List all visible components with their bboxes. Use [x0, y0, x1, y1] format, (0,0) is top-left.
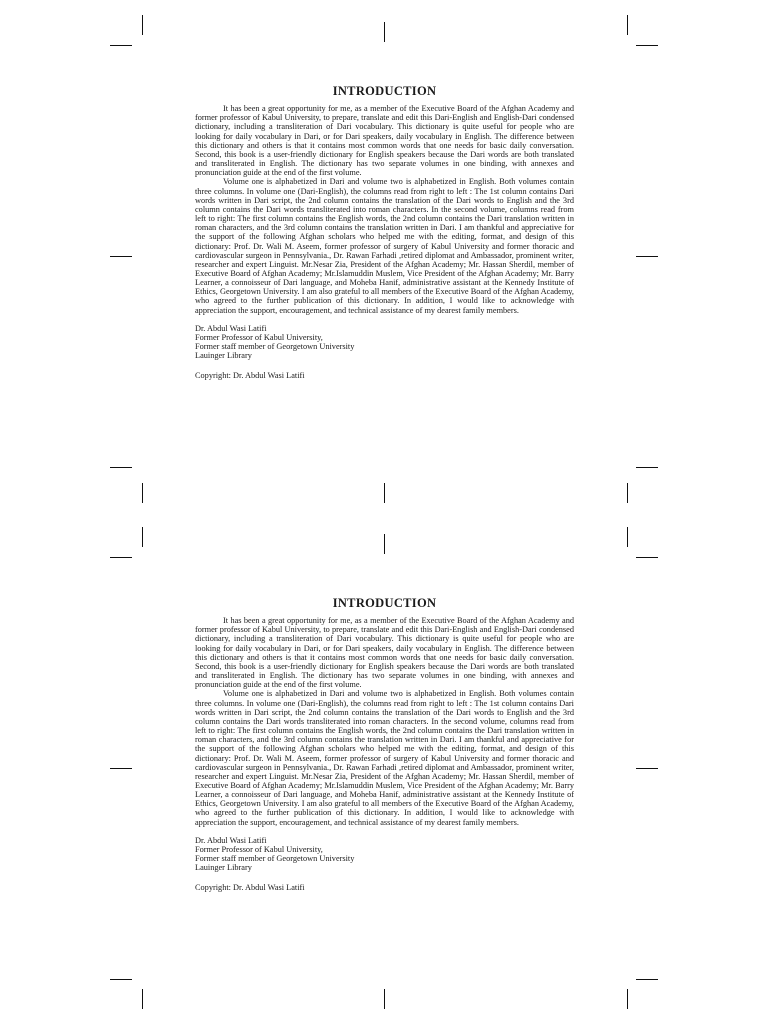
- paragraph: Volume one is alphabetized in Dari and volume two is alphabetized in English. Both volumes contain three columns. In volume one (Dari-English), the columns read from right to left : The 1st column contains Dari words written in Dari script, the 2nd column contains the translation of the Dari words to English and the 3rd column contains the Dari words transliterated into roman characters. In the second volume, columns read from left to right: The first column contains the English words, the 2nd column contains the Dari translation written in roman characters, and the 3rd column contains the translation written in Dari. I am thankful and appreciative for the support of the following Afghan scholars who helped me with the editing, format, and design of this dictionary: Prof. Dr. Wali M. Aseem, former professor of surgery of Kabul University and former thoracic and cardiovascular surgeon in Pennsylvania., Dr. Rawan Farhadi ,retired diplomat and Ambassador, prominent writer, researcher and expert Linguist. Mr.Nesar Zia, President of the Afghan Academy; Mr. Hassan Sherdil, member of Executive Board of Afghan Academy; Mr.Islamuddin Muslem, Vice President of the Afghan Academy; Mr. Barry Learner, a connoisseur of Dari language, and Moheba Hanif, administrative assistant at the Kennedy Institute of Ethics, Georgetown University. I am also grateful to all members of the Executive Board of the Afghan Academy, who agreed to the further publication of this dictionary. In addition, I would like to acknowledge with appreciation the support, encouragement, and technical assistance of my dearest family members.: [195, 177, 574, 315]
- crop-mark: [636, 45, 658, 46]
- copyright-notice: Copyright: Dr. Abdul Wasi Latifi: [195, 883, 305, 893]
- crop-mark: [636, 768, 658, 769]
- page-title: INTRODUCTION: [332, 596, 437, 610]
- page-title: INTRODUCTION: [332, 84, 437, 98]
- crop-mark: [627, 527, 628, 547]
- author-title: Former staff member of Georgetown University: [195, 342, 355, 352]
- signature-block: [195, 836, 574, 873]
- crop-mark: [110, 256, 132, 257]
- author-title: Lauinger Library: [195, 863, 252, 873]
- paragraph: It has been a great opportunity for me, as a member of the Executive Board of the Afghan Academy and former professor of Kabul University, to prepare, translate and edit this Dari-English and English-Dari condensed dictionary, including a transliteration of Dari vocabulary. This dictionary is quite useful for people who are looking for daily vocabulary in Dari, or for Dari speakers, daily vocabulary in English. The difference between this dictionary and others is that it contains most common words that one needs for basic daily conversation. Second, this book is a user-friendly dictionary for English speakers because the Dari words are both translated and transliterated in English. The dictionary has two separate volumes in one binding, with annexes and pronunciation guide at the end of the first volume.: [195, 616, 574, 690]
- crop-mark: [110, 979, 132, 980]
- crop-mark: [110, 557, 132, 558]
- crop-mark: [636, 557, 658, 558]
- crop-mark: [142, 989, 143, 1009]
- crop-mark: [142, 15, 143, 35]
- document-body: [195, 596, 574, 893]
- crop-mark: [636, 256, 658, 257]
- crop-mark: [142, 483, 143, 503]
- signature-block: [195, 324, 574, 361]
- page-bottom: [0, 512, 768, 1024]
- crop-mark: [627, 989, 628, 1009]
- author-name: Dr. Abdul Wasi Latifi: [195, 835, 267, 845]
- crop-mark: [627, 483, 628, 503]
- crop-mark: [636, 467, 658, 468]
- crop-mark: [627, 15, 628, 35]
- crop-mark: [110, 768, 132, 769]
- copyright-notice: Copyright: Dr. Abdul Wasi Latifi: [195, 371, 305, 381]
- document-body: [195, 84, 574, 381]
- crop-mark: [384, 22, 385, 42]
- author-name: Dr. Abdul Wasi Latifi: [195, 323, 267, 333]
- crop-mark: [142, 527, 143, 547]
- paragraph: It has been a great opportunity for me, as a member of the Executive Board of the Afghan Academy and former professor of Kabul University, to prepare, translate and edit this Dari-English and English-Dari condensed dictionary, including a transliteration of Dari vocabulary. This dictionary is quite useful for people who are looking for daily vocabulary in Dari, or for Dari speakers, daily vocabulary in English. The difference between this dictionary and others is that it contains most common words that one needs for basic daily conversation. Second, this book is a user-friendly dictionary for English speakers because the Dari words are both translated and transliterated in English. The dictionary has two separate volumes in one binding, with annexes and pronunciation guide at the end of the first volume.: [195, 104, 574, 178]
- crop-mark: [110, 467, 132, 468]
- crop-mark: [110, 45, 132, 46]
- paragraph: Volume one is alphabetized in Dari and volume two is alphabetized in English. Both volumes contain three columns. In volume one (Dari-English), the columns read from right to left : The 1st column contains Dari words written in Dari script, the 2nd column contains the translation of the Dari words to English and the 3rd column contains the Dari words transliterated into roman characters. In the second volume, columns read from left to right: The first column contains the English words, the 2nd column contains the Dari translation written in roman characters, and the 3rd column contains the translation written in Dari. I am thankful and appreciative for the support of the following Afghan scholars who helped me with the editing, format, and design of this dictionary: Prof. Dr. Wali M. Aseem, former professor of surgery of Kabul University and former thoracic and cardiovascular surgeon in Pennsylvania., Dr. Rawan Farhadi ,retired diplomat and Ambassador, prominent writer, researcher and expert Linguist. Mr.Nesar Zia, President of the Afghan Academy; Mr. Hassan Sherdil, member of Executive Board of Afghan Academy; Mr.Islamuddin Muslem, Vice President of the Afghan Academy; Mr. Barry Learner, a connoisseur of Dari language, and Moheba Hanif, administrative assistant at the Kennedy Institute of Ethics, Georgetown University. I am also grateful to all members of the Executive Board of the Afghan Academy, who agreed to the further publication of this dictionary. In addition, I would like to acknowledge with appreciation the support, encouragement, and technical assistance of my dearest family members.: [195, 689, 574, 827]
- author-title: Lauinger Library: [195, 351, 252, 361]
- crop-mark: [384, 483, 385, 503]
- author-title: Former Professor of Kabul University,: [195, 844, 323, 854]
- crop-mark: [636, 979, 658, 980]
- author-title: Former Professor of Kabul University,: [195, 332, 323, 342]
- crop-mark: [384, 534, 385, 554]
- author-title: Former staff member of Georgetown University: [195, 854, 355, 864]
- crop-mark: [384, 989, 385, 1009]
